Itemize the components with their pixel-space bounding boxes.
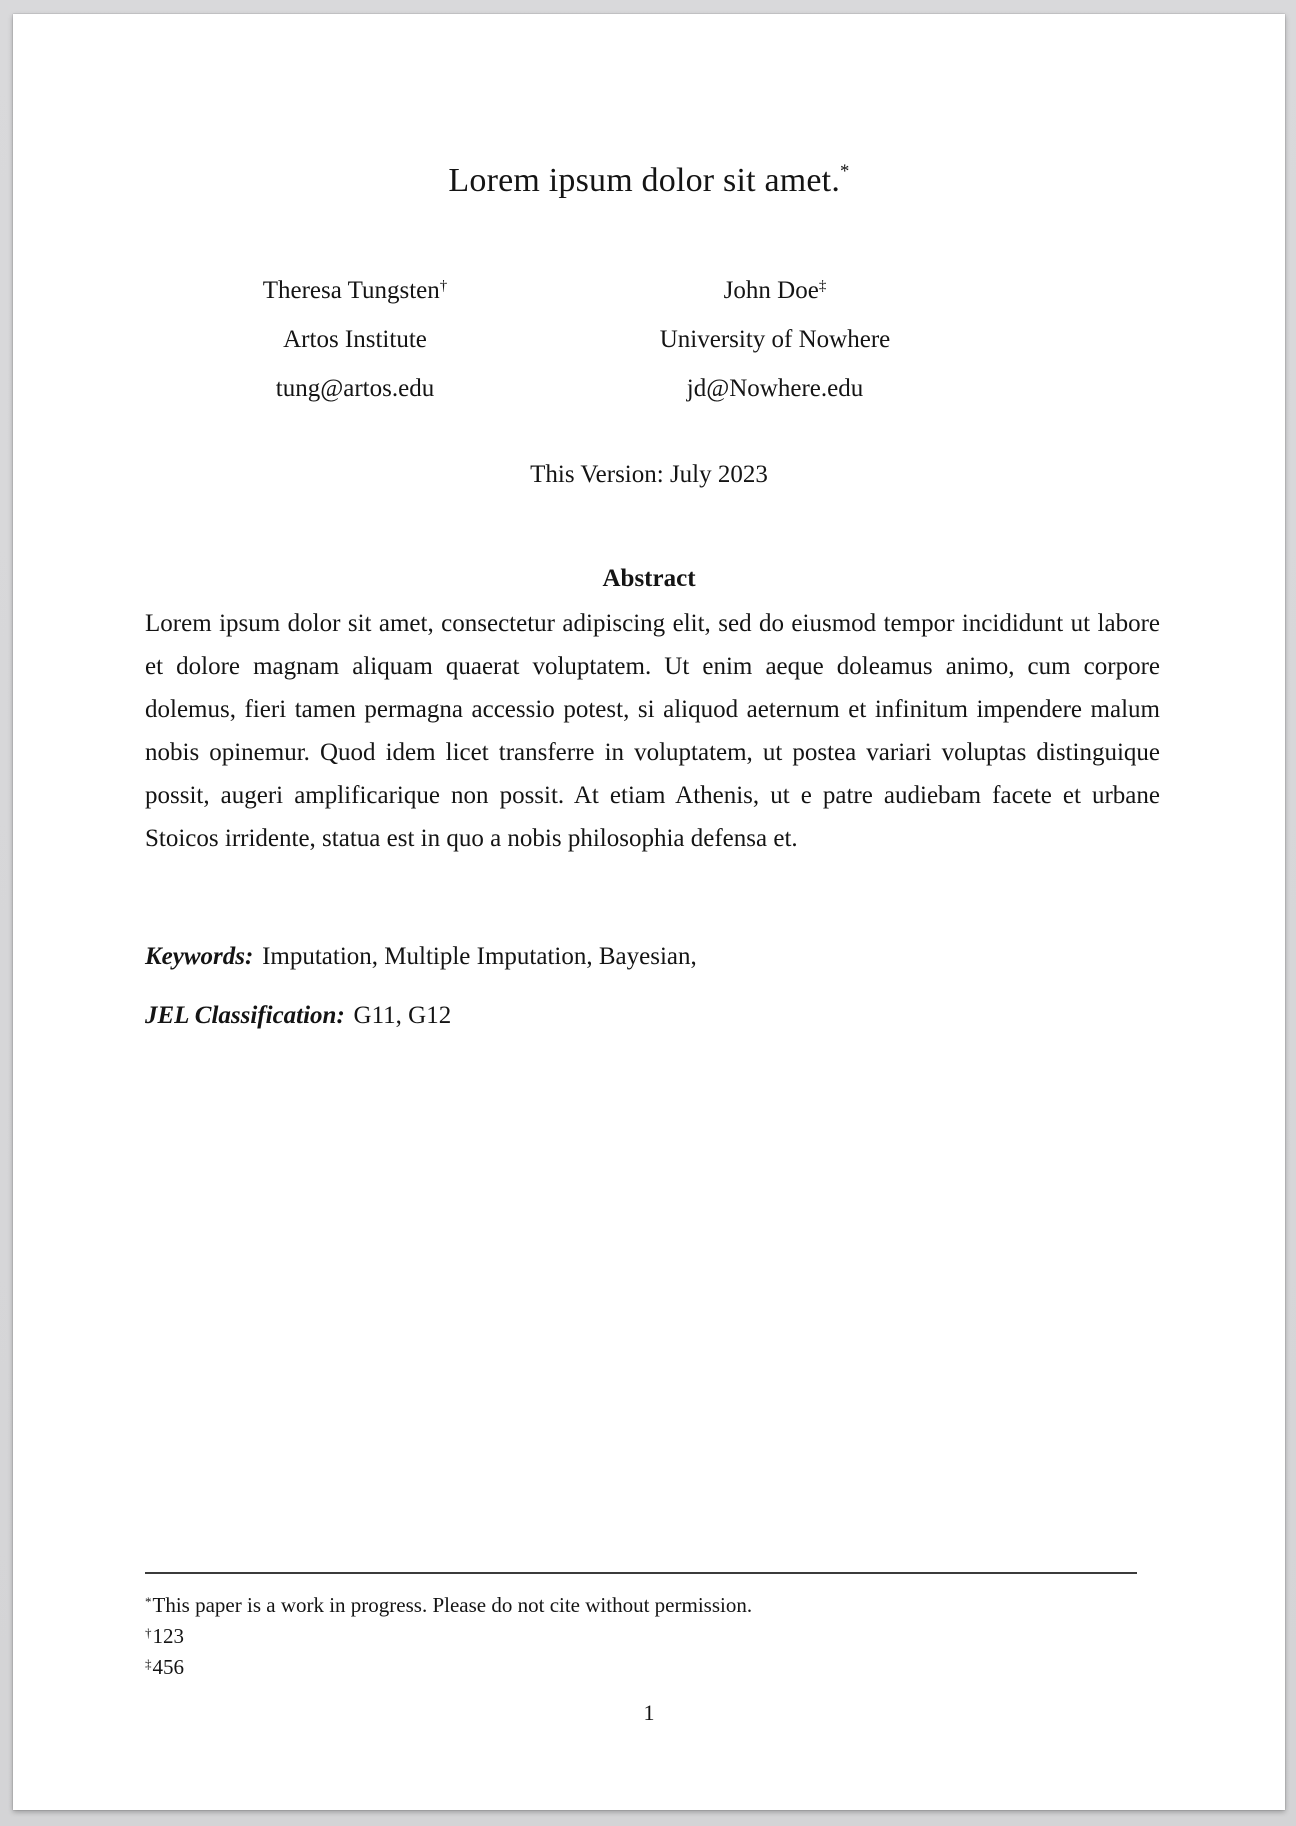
footnote-2 — [145, 1619, 1160, 1650]
footnote-2-text: 123 — [152, 1624, 185, 1648]
author-2-footnote-marker: ‡ — [818, 278, 827, 294]
jel-text: G11, G12 — [353, 1002, 452, 1029]
paper-title — [13, 161, 1285, 200]
page-number: 1 — [643, 1700, 655, 1725]
author-1-affiliation: Artos Institute — [283, 326, 427, 353]
keywords-text: Imputation, Multiple Imputation, Bayesian, — [262, 943, 697, 970]
author-block — [145, 262, 985, 413]
author-2-affiliation: University of Nowhere — [659, 326, 891, 353]
footnote-3-marker: ‡ — [145, 1656, 152, 1671]
abstract-text: Lorem ipsum dolor sit amet, consectetur adipiscing elit, sed do eiusmod tempor incididunt ut labore et dolore magnam aliquam quaerat voluptatem. Ut enim aeque doleamus animo, cum corpore dolemus, fieri tamen permagna accessio potest, si aliquod aeternum et infinitum impendere malum nobis opinemur. Quod idem licet transferre in voluptatem, ut postea variari voluptas distinguique possit, augeri amplificarique non possit. At etiam Athenis, ut e patre audiebam facete et urbane Stoicos irridente, statua est in quo a nobis philosophia defensa et. — [145, 610, 1160, 852]
author-1-name — [145, 262, 565, 315]
author-2-name-text: John Doe — [723, 277, 819, 304]
footnote-1-marker: * — [145, 1594, 152, 1609]
author-2-name — [565, 262, 985, 315]
author-2 — [565, 262, 985, 413]
author-1-name-text: Theresa Tungsten — [262, 277, 440, 304]
footnote-1-text: This paper is a work in progress. Please do not cite without permission. — [152, 1593, 753, 1617]
paper-page — [13, 14, 1285, 1810]
footnote-rule — [145, 1572, 1137, 1574]
jel-classification-line — [145, 1002, 1160, 1030]
footnote-2-marker: † — [145, 1625, 152, 1640]
author-1 — [145, 262, 565, 413]
keywords-line — [145, 943, 1160, 971]
keywords-label: Keywords: — [145, 943, 254, 970]
footnote-3 — [145, 1650, 1160, 1681]
footnote-3-text: 456 — [152, 1655, 185, 1679]
author-1-footnote-marker: † — [439, 278, 448, 294]
author-1-email: tung@artos.edu — [275, 375, 435, 402]
title-footnote-marker: * — [840, 161, 850, 182]
version-line: This Version: July 2023 — [530, 461, 768, 488]
abstract-heading: Abstract — [602, 565, 696, 592]
footnote-1 — [145, 1588, 1160, 1619]
author-2-email: jd@Nowhere.edu — [686, 375, 864, 402]
jel-label: JEL Classification: — [145, 1002, 345, 1029]
footnotes-block — [145, 1588, 1160, 1681]
paper-title-text: Lorem ipsum dolor sit amet. — [448, 162, 841, 199]
